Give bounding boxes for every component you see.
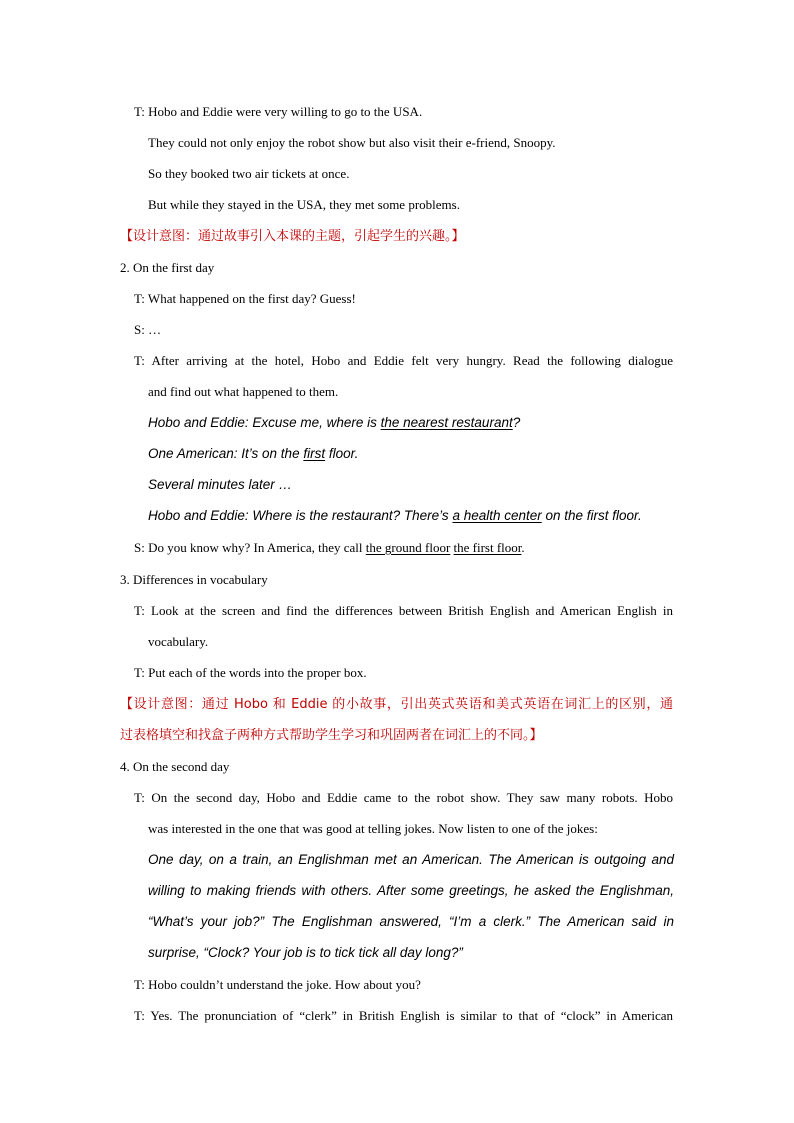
design-intent-2-line-2: 过表格填空和找盒子两种方式帮助学生学习和巩固两者在词汇上的不同。】: [120, 728, 543, 743]
underline-ground-floor: the ground floor: [365, 540, 451, 555]
section-4-teacher-line-3: T: Hobo couldn’t understand the joke. How about you?: [134, 977, 421, 992]
section-2-student-answer: S: …: [134, 322, 162, 337]
joke-line-1: One day, on a train, an Englishman met an American. The American is outgoing and: [148, 852, 674, 867]
joke-line-3: “What’s your job?” The Englishman answered, “I’m a clerk.” The American said in: [148, 914, 674, 929]
section-2-teacher-question: T: What happened on the first day? Guess!: [134, 291, 356, 306]
intro-line-4: But while they stayed in the USA, they met some problems.: [148, 197, 460, 212]
section-3-teacher-line-3: T: Put each of the words into the proper box.: [134, 665, 367, 680]
section-2-instruction-line-2: and find out what happened to them.: [148, 384, 339, 399]
dialogue-underline-health-center: a health center: [452, 508, 542, 523]
intro-line-3: So they booked two air tickets at once.: [148, 166, 350, 181]
section-3-heading: 3. Differences in vocabulary: [120, 572, 268, 587]
intro-line-2: They could not only enjoy the robot show but also visit their e-friend, Snoopy.: [148, 135, 556, 150]
joke-line-2: willing to making friends with others. After some greetings, he asked the Englishman,: [148, 883, 674, 898]
joke-line-4: surprise, “Clock? Your job is to tick tick all day long?”: [148, 945, 463, 960]
section-2-heading: 2. On the first day: [120, 260, 215, 275]
dialogue-underline-first: first: [303, 446, 326, 461]
dialogue-line-2: One American: It’s on the first floor.: [148, 446, 359, 461]
dialogue-line-3: Several minutes later …: [148, 477, 293, 492]
section-4-teacher-line-2: was interested in the one that was good at telling jokes. Now listen to one of the jokes:: [148, 821, 598, 836]
design-intent-1: 【设计意图：通过故事引入本课的主题，引起学生的兴趣。】: [120, 229, 465, 244]
dialogue-line-1: Hobo and Eddie: Excuse me, where is the nearest restaurant?: [148, 415, 521, 430]
section-2-instruction-line-1: T: After arriving at the hotel, Hobo and Eddie felt very hungry. Read the following dialogue: [134, 353, 673, 368]
dialogue-line-4: Hobo and Eddie: Where is the restaurant? There’s a health center on the first floor.: [148, 508, 642, 523]
section-2-student-explanation: S: Do you know why? In America, they call the ground floor the first floor.: [134, 540, 525, 555]
section-3-teacher-line-2: vocabulary.: [148, 634, 209, 649]
section-4-teacher-line-4: T: Yes. The pronunciation of “clerk” in British English is similar to that of “clock” in American: [134, 1008, 673, 1023]
dialogue-underline-restaurant: the nearest restaurant: [380, 415, 513, 430]
section-3-teacher-line-1: T: Look at the screen and find the differences between British English and American English in: [134, 603, 673, 618]
section-4-heading: 4. On the second day: [120, 759, 230, 774]
design-intent-2-line-1: 【设计意图：通过 Hobo 和 Eddie 的小故事，引出英式英语和美式英语在词汇上的区别，通: [120, 697, 673, 712]
underline-first-floor: the first floor: [453, 540, 522, 555]
section-4-teacher-line-1: T: On the second day, Hobo and Eddie came to the robot show. They saw many robots. Hobo: [134, 790, 673, 805]
intro-line-1: T: Hobo and Eddie were very willing to go to the USA.: [134, 104, 423, 119]
